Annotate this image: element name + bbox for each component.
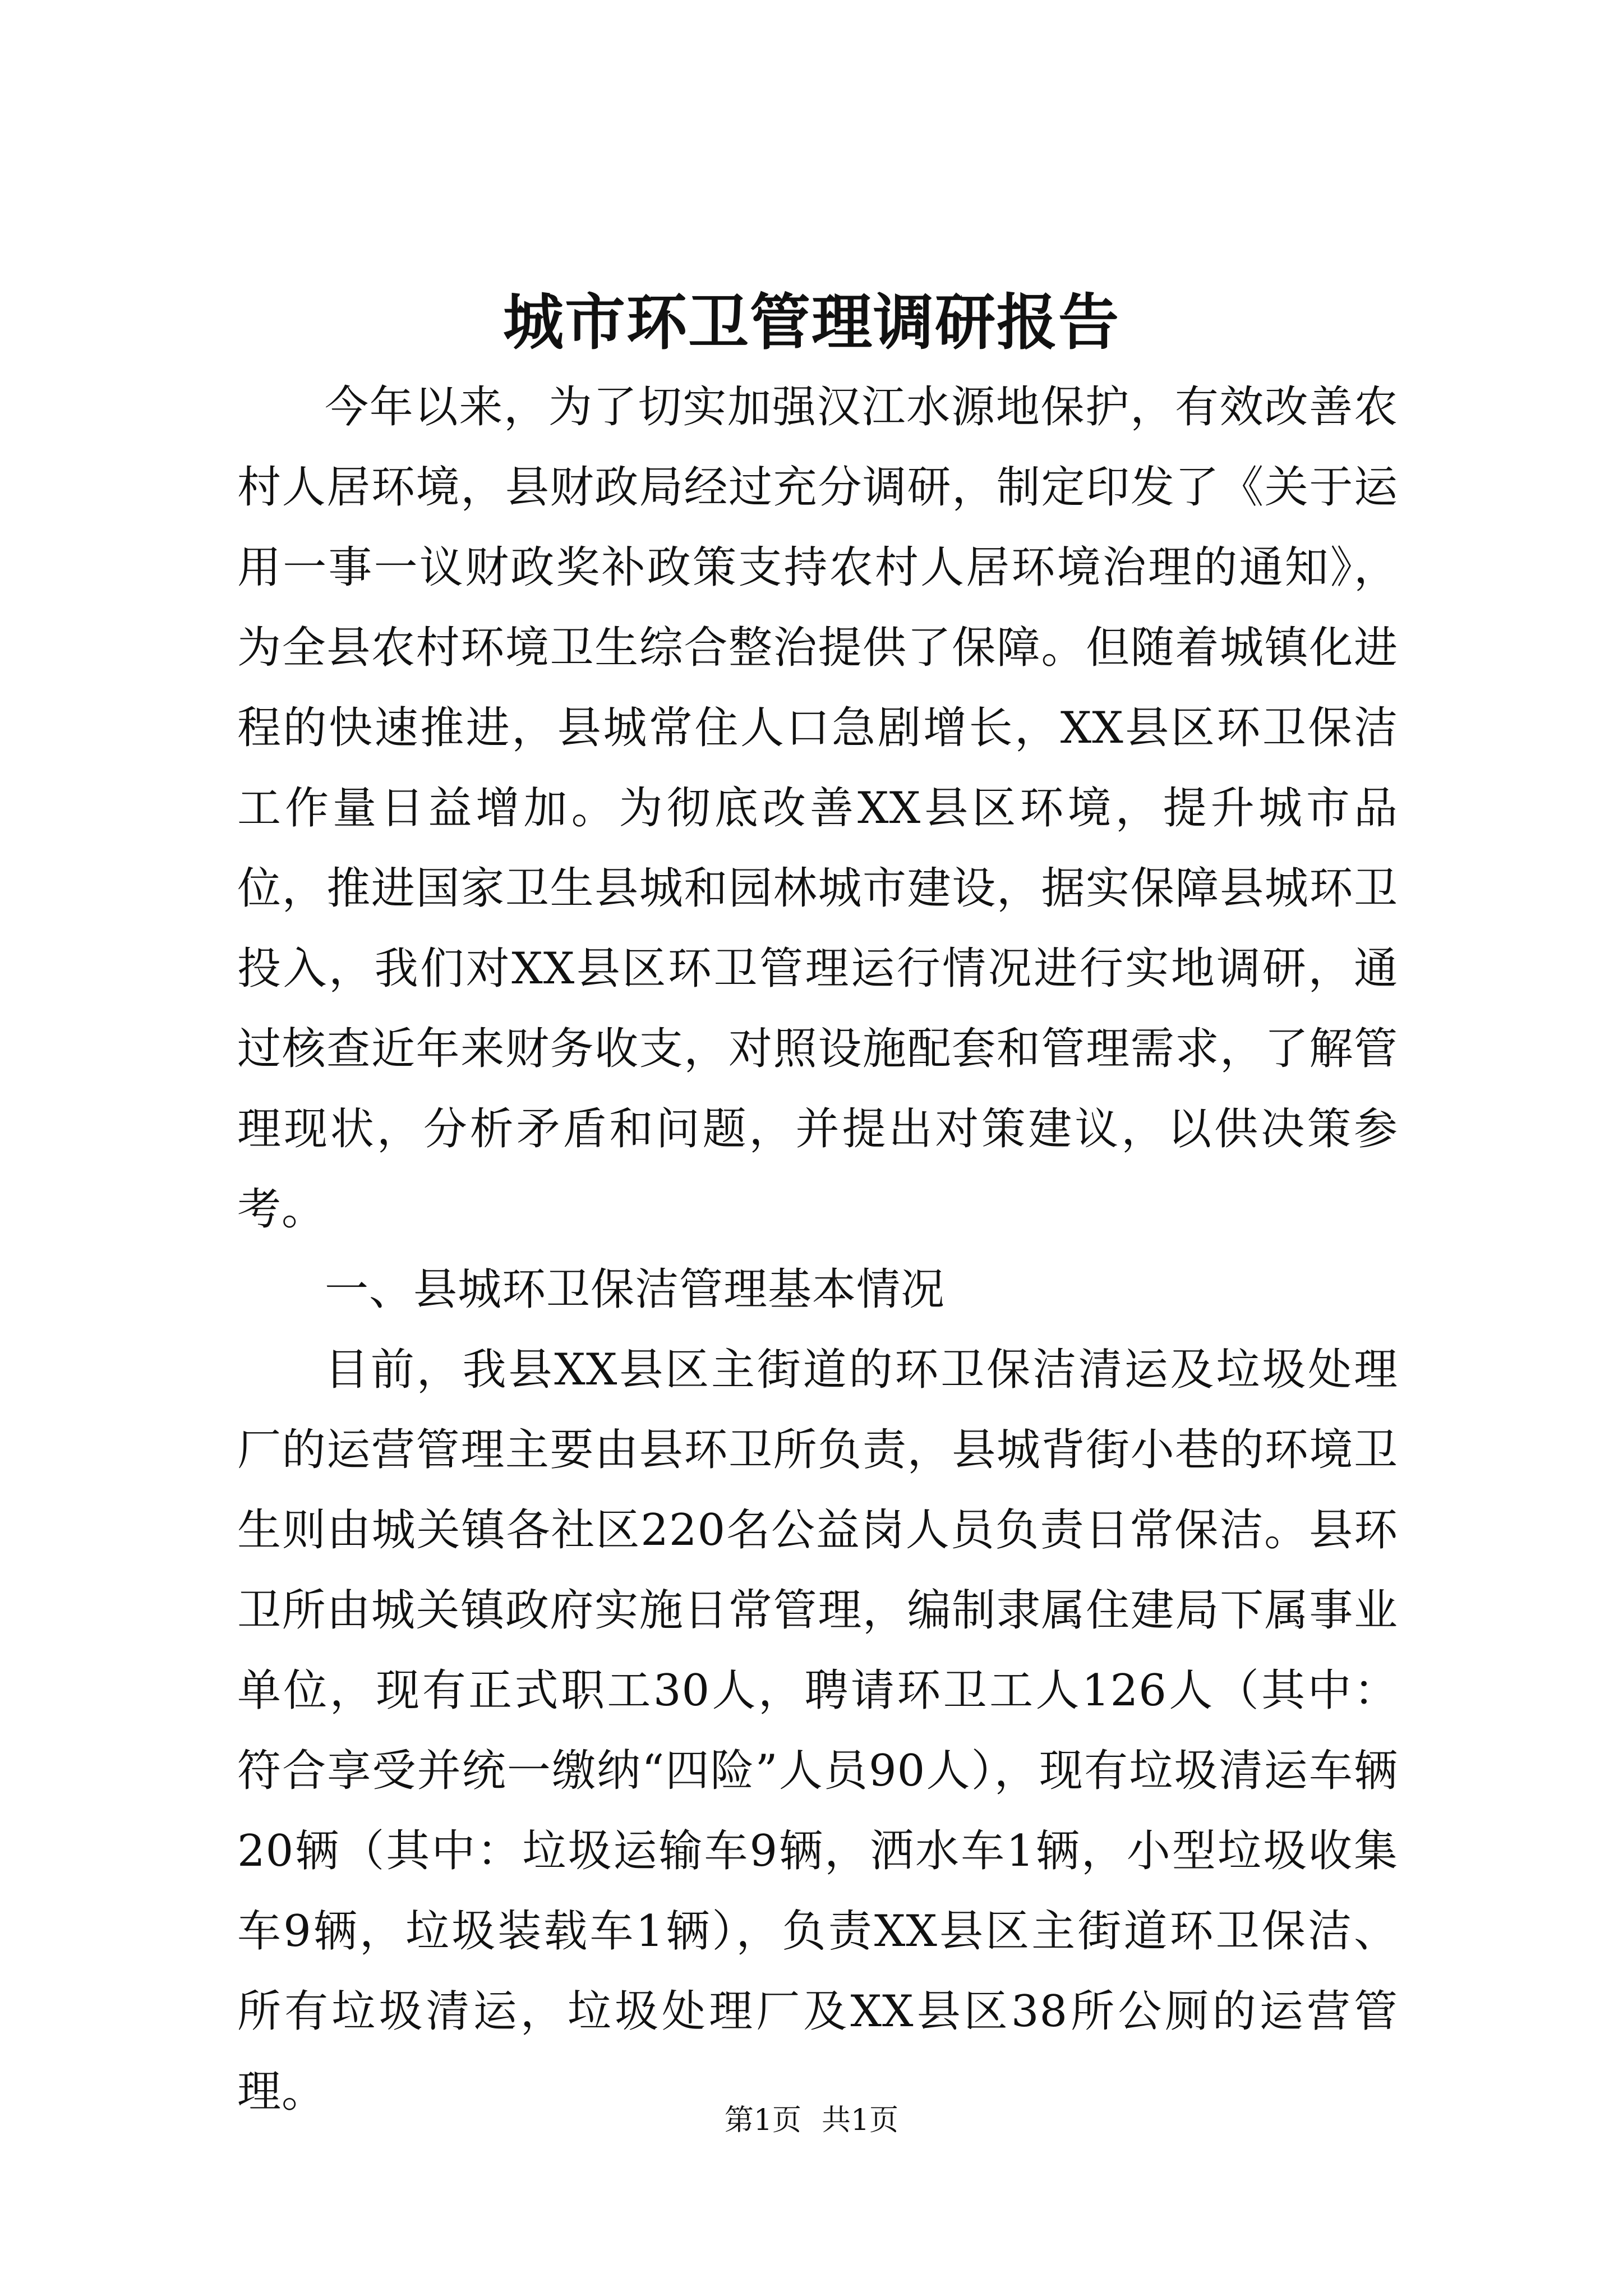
page-footer [0,2101,1623,2140]
section-heading: 一、县城环卫保洁管理基本情况 [325,1264,946,1315]
page-total: 共1页 [822,2104,899,2137]
document-title: 城市环卫管理调研报告 [502,287,1120,358]
page-number: 第1页 [724,2104,801,2137]
document-body [237,367,1398,2132]
section-paragraph: 目前，我县XX县区主街道的环卫保洁清运及垃圾处理厂的运营管理主要由县环卫所负责，县城背街小巷的环境卫生则由城关镇各社区220名公益岗人员负责日常保洁。县环卫所由城关镇政府实施日常管理，编制隶属住建局下属事业单位，现有正式职工30人，聘请环卫工人126人（其中：符合享受并统一缴纳“四险”人员90人），现有垃圾清运车辆20辆（其中：垃圾运输车9辆，洒水车1辆，小型垃圾收集车9辆，垃圾装载车1辆），负责XX县区主街道环卫保洁、所有垃圾清运，垃圾处理厂及XX县区38所公厕的运营管理。 [237,1345,1398,2117]
intro-paragraph: 今年以来，为了切实加强汉江水源地保护，有效改善农村人居环境，县财政局经过充分调研，制定印发了《关于运用一事一议财政奖补政策支持农村人居环境治理的通知》，为全县农村环境卫生综合整治提供了保障。但随着城镇化进程的快速推进，县城常住人口急剧增长，XX县区环卫保洁工作量日益增加。为彻底改善XX县区环境，提升城市品位，推进国家卫生县城和园林城市建设，据实保障县城环卫投入，我们对XX县区环卫管理运行情况进行实地调研，通过核查近年来财务收支，对照设施配套和管理需求，了解管理现状，分析矛盾和问题，并提出对策建议，以供决策参考。 [237,382,1398,1235]
